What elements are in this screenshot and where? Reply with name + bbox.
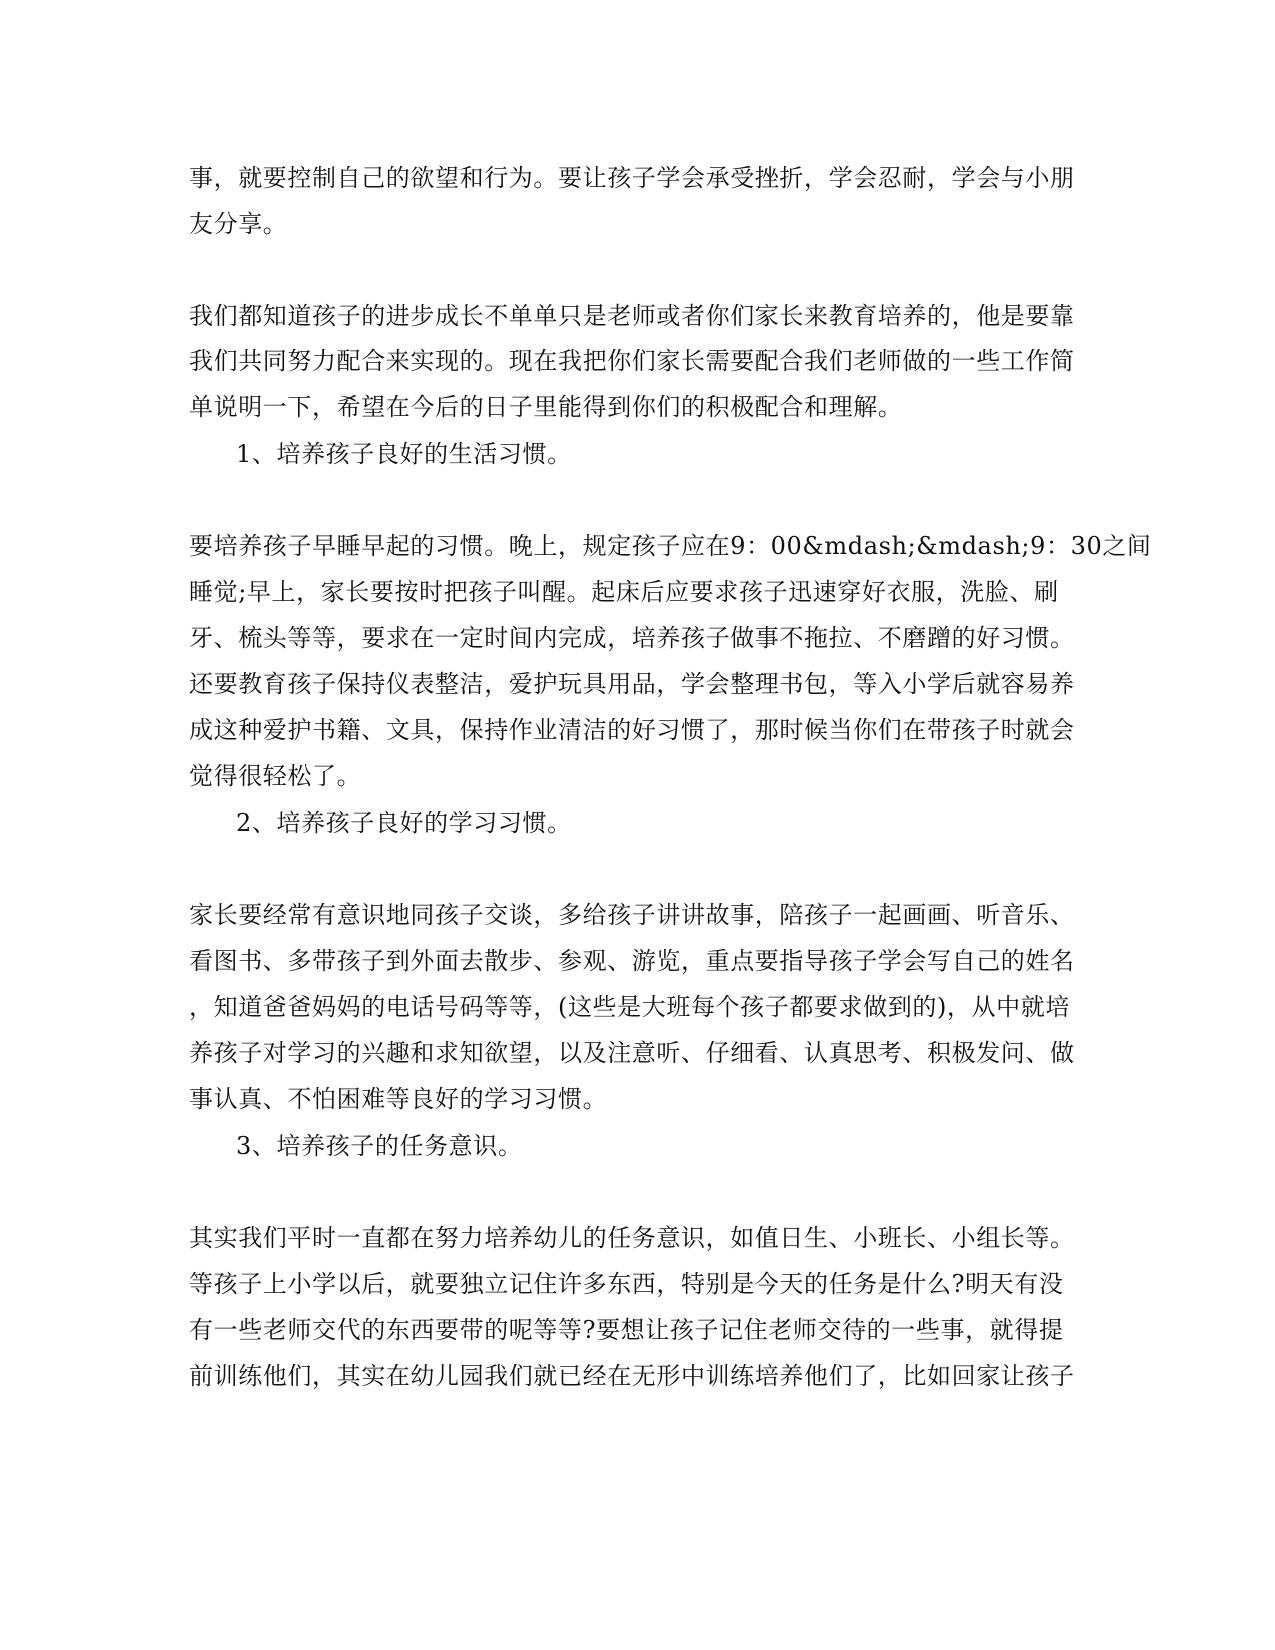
text-line: 成这种爱护书籍、文具，保持作业清洁的好习惯了，那时候当你们在带孩子时就会	[189, 716, 1075, 744]
text-line: 觉得很轻松了。	[189, 762, 362, 790]
section-heading-2: 2、培养孩子良好的学习习惯。	[236, 809, 572, 837]
text-line: 要培养孩子早睡早起的习惯。晚上，规定孩子应在9：00&mdash;&mdash;9：30之间	[189, 532, 1152, 560]
text-line: 养孩子对学习的兴趣和求知欲望，以及注意听、仔细看、认真思考、积极发问、做	[189, 1039, 1075, 1067]
text-line: 我们都知道孩子的进步成长不单单只是老师或者你们家长来教育培养的，他是要靠	[189, 302, 1075, 330]
text-line: 我们共同努力配合来实现的。现在我把你们家长需要配合我们老师做的一些工作简	[189, 347, 1075, 375]
section-heading-3: 3、培养孩子的任务意识。	[236, 1132, 523, 1160]
text-line: 还要教育孩子保持仪表整洁，爱护玩具用品，学会整理书包，等入小学后就容易养	[189, 670, 1075, 698]
text-line: 其实我们平时一直都在努力培养幼儿的任务意识，如值日生、小班长、小组长等。	[189, 1224, 1075, 1252]
text-line: ，知道爸爸妈妈的电话号码等等，(这些是大班每个孩子都要求做到的)，从中就培	[189, 993, 1070, 1021]
text-line: 前训练他们，其实在幼儿园我们就已经在无形中训练培养他们了，比如回家让孩子	[189, 1362, 1075, 1390]
section-heading-1: 1、培养孩子良好的生活习惯。	[236, 440, 572, 468]
text-line: 等孩子上小学以后，就要独立记住许多东西，特别是今天的任务是什么?明天有没	[189, 1270, 1064, 1298]
text-line: 家长要经常有意识地同孩子交谈，多给孩子讲讲故事，陪孩子一起画画、听音乐、	[189, 901, 1075, 929]
text-line: 看图书、多带孩子到外面去散步、参观、游览，重点要指导孩子学会写自己的姓名	[189, 947, 1075, 975]
text-line: 事认真、不怕困难等良好的学习习惯。	[189, 1085, 608, 1113]
text-line: 事，就要控制自己的欲望和行为。要让孩子学会承受挫折，学会忍耐，学会与小朋	[189, 164, 1075, 192]
text-line: 友分享。	[189, 210, 288, 238]
text-line: 睡觉;早上，家长要按时把孩子叫醒。起床后应要求孩子迅速穿好衣服，洗脸、刷	[189, 578, 1059, 606]
text-line: 牙、梳头等等，要求在一定时间内完成，培养孩子做事不拖拉、不磨蹭的好习惯。	[189, 624, 1075, 652]
text-line: 有一些老师交代的东西要带的呢等等?要想让孩子记住老师交待的一些事，就得提	[189, 1316, 1064, 1344]
text-line: 单说明一下，希望在今后的日子里能得到你们的积极配合和理解。	[189, 393, 903, 421]
